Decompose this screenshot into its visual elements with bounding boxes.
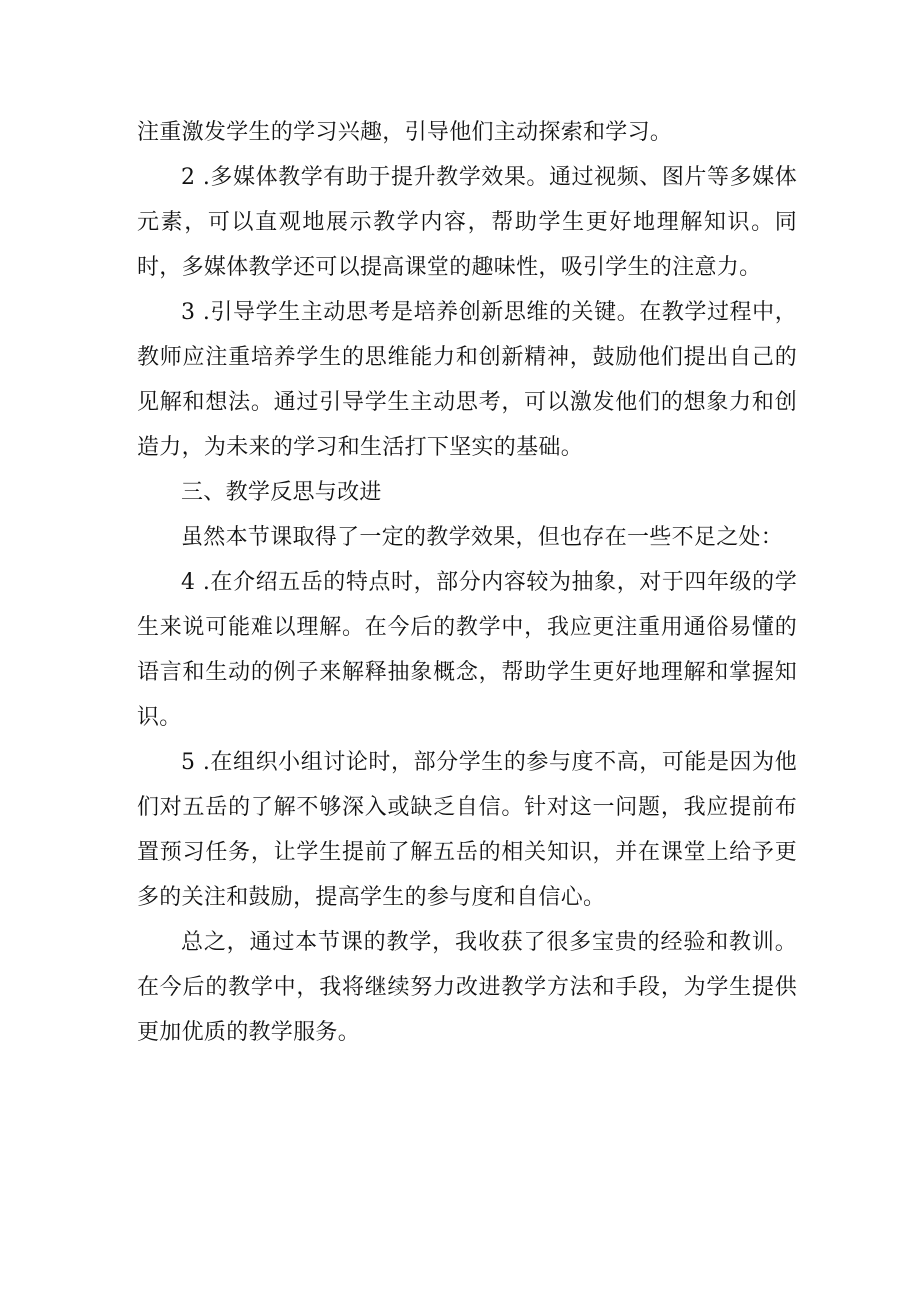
paragraph-shortcomings-intro: 虽然本节课取得了一定的教学效果，但也存在一些不足之处：	[181, 525, 784, 550]
paragraph-conclusion: 总之，通过本节课的教学，我收获了很多宝贵的经验和教训。在今后的教学中，我将继续努力改进教学方法和手段，为学生提供更加优质的教学服务。	[137, 930, 797, 1045]
paragraph-point-3: 3 .引导学生主动思考是培养创新思维的关键。在教学过程中，教师应注重培养学生的思维能力和创新精神，鼓励他们提出自己的见解和想法。通过引导学生主动思考，可以激发他们的想象力和创造力，为未来的学习和生活打下坚实的基础。	[137, 300, 797, 460]
paragraph-point-4: 4 .在介绍五岳的特点时，部分内容较为抽象，对于四年级的学生来说可能难以理解。在今后的教学中，我应更注重用通俗易懂的语言和生动的例子来解释抽象概念，帮助学生更好地理解和掌握知识。	[137, 570, 797, 730]
document-body	[137, 110, 797, 1055]
paragraph-point-5: 5 .在组织小组讨论时，部分学生的参与度不高，可能是因为他们对五岳的了解不够深入或缺乏自信。针对这一问题，我应提前布置预习任务，让学生提前了解五岳的相关知识，并在课堂上给予更多的关注和鼓励，提高学生的参与度和自信心。	[137, 750, 797, 910]
section-heading-reflection: 三、教学反思与改进	[181, 480, 382, 505]
paragraph-continuation: 注重激发学生的学习兴趣，引导他们主动探索和学习。	[137, 120, 673, 145]
paragraph-point-2: 2 .多媒体教学有助于提升教学效果。通过视频、图片等多媒体元素，可以直观地展示教学内容，帮助学生更好地理解知识。同时，多媒体教学还可以提高课堂的趣味性，吸引学生的注意力。	[137, 165, 797, 280]
